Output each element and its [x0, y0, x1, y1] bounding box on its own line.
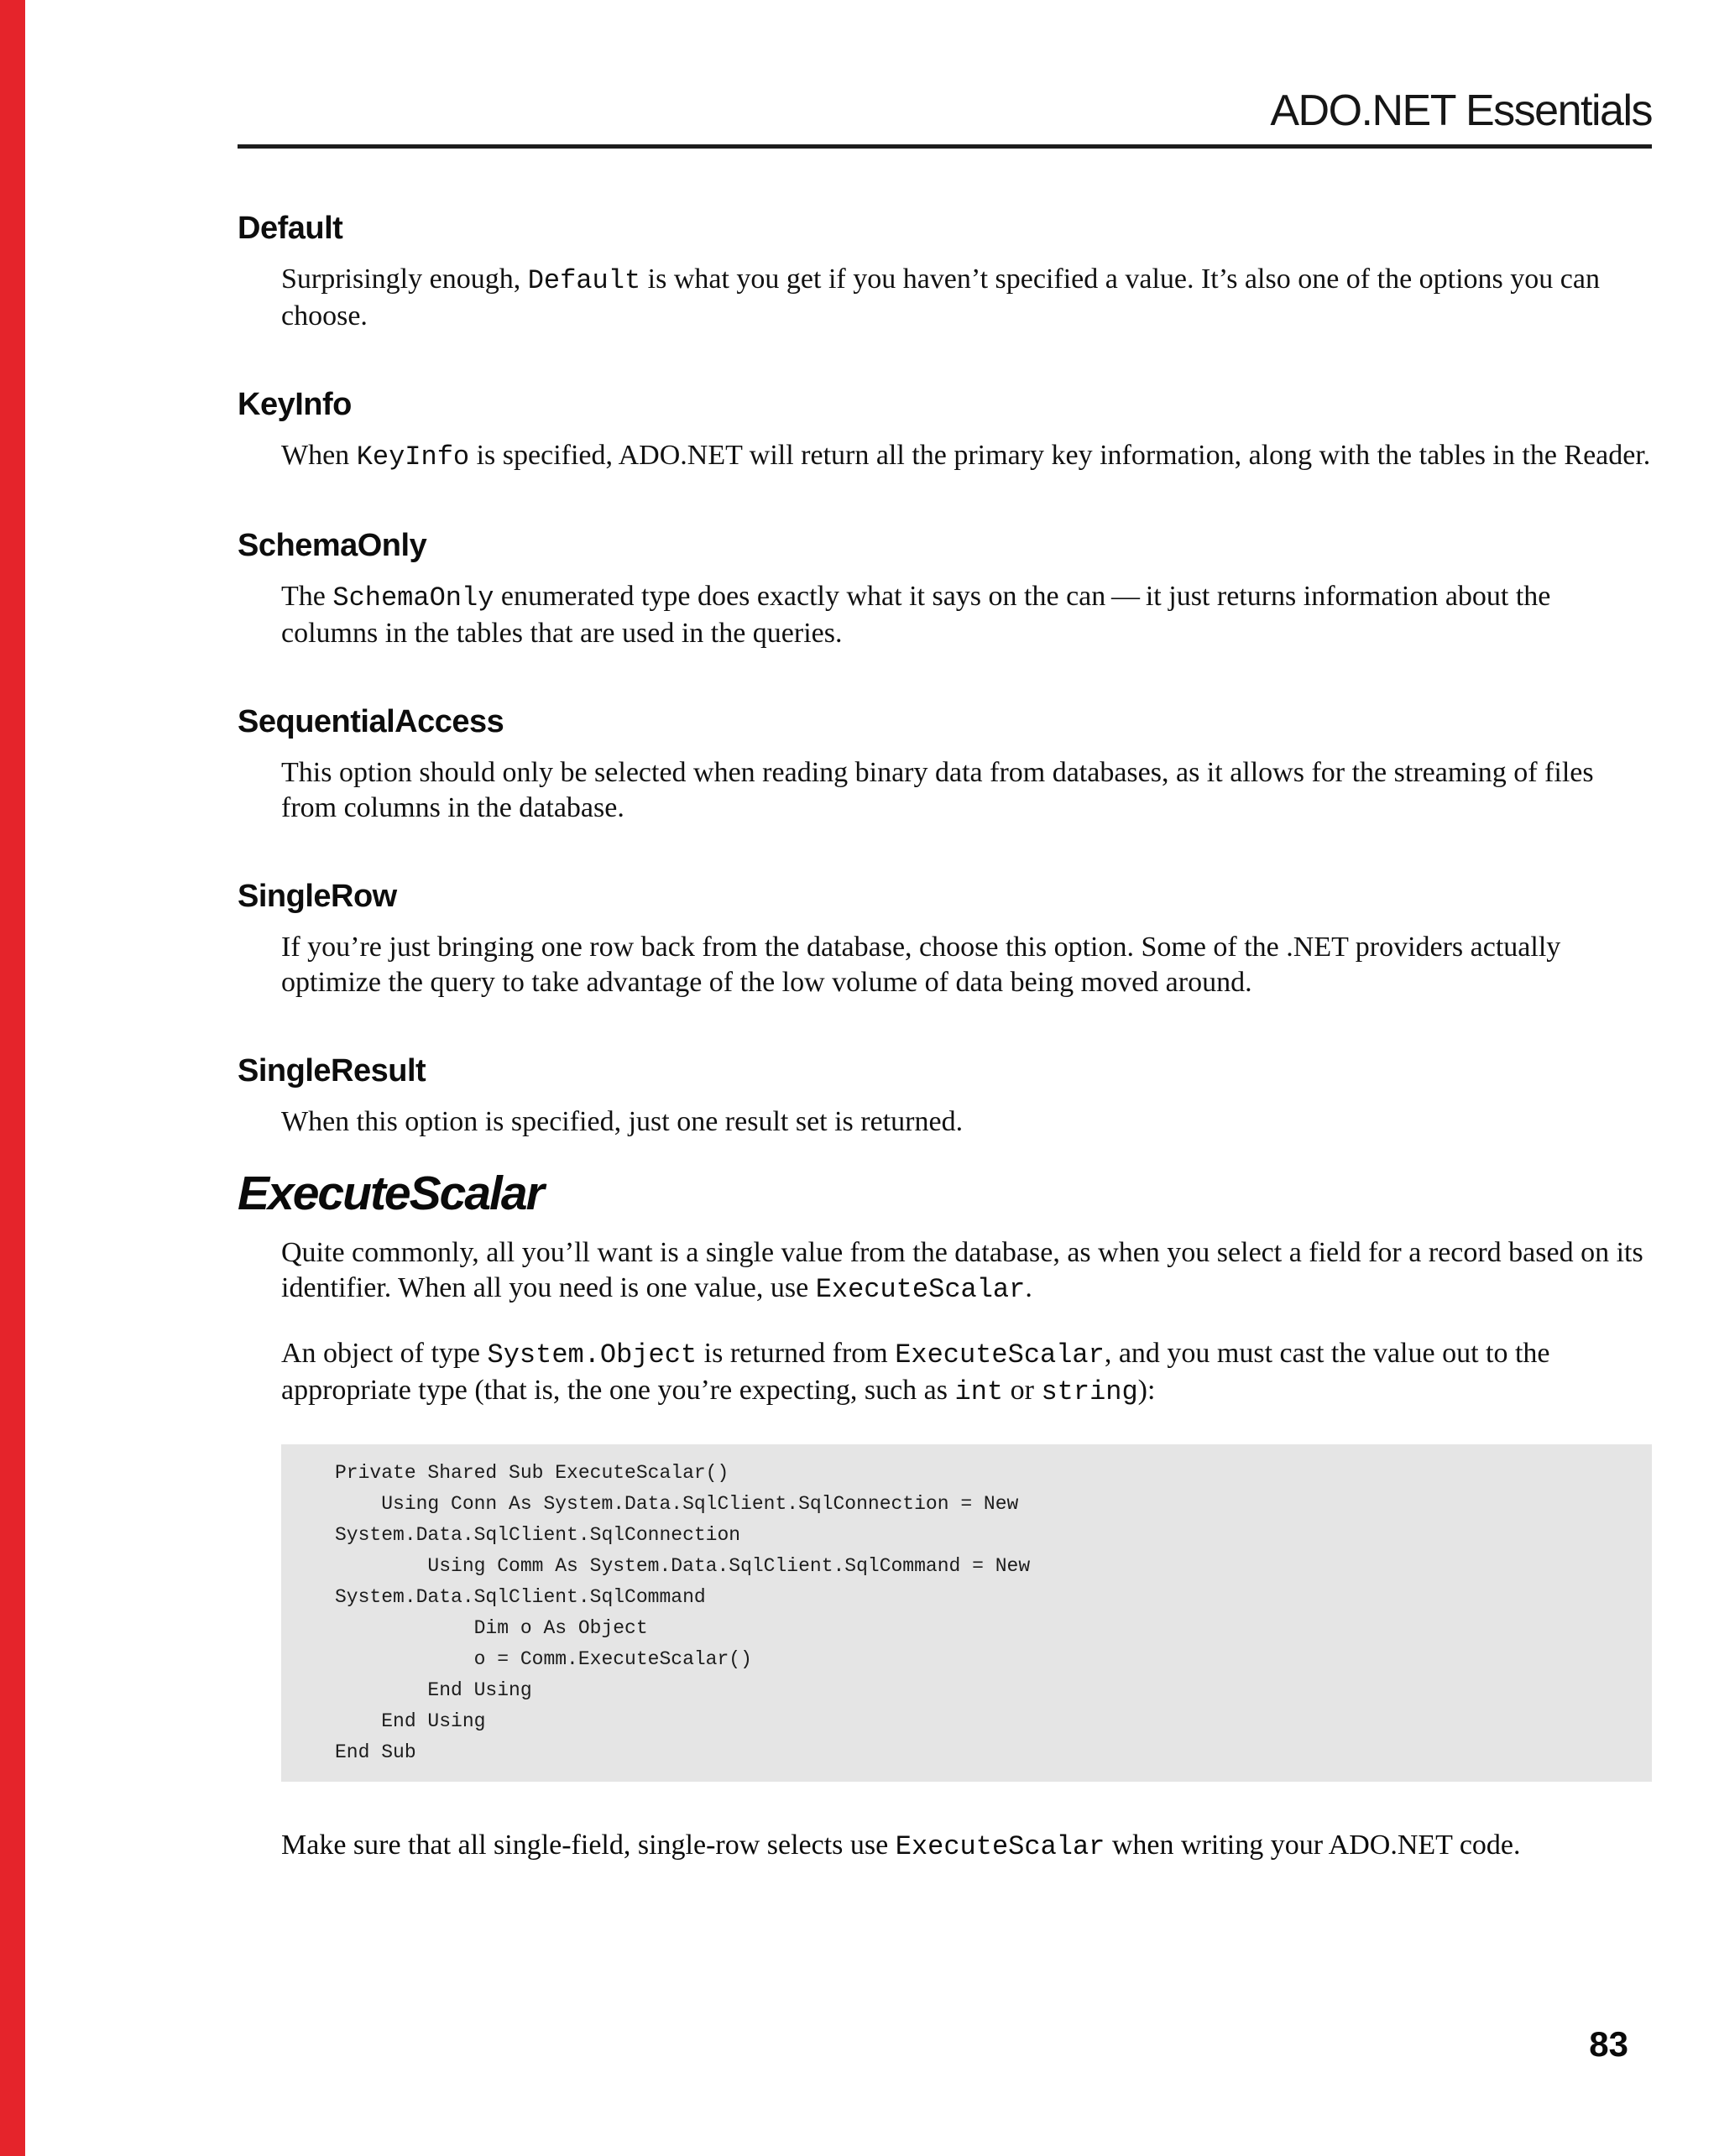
paragraph [281, 262, 1652, 334]
code-line: End Using [335, 1710, 486, 1732]
code-line: Using Comm As System.Data.SqlClient.SqlCommand = New [335, 1555, 1031, 1577]
code-line: Private Shared Sub ExecuteScalar() [335, 1462, 729, 1484]
code-line: System.Data.SqlClient.SqlCommand [335, 1586, 706, 1608]
page-edge-red-bar [0, 0, 25, 2156]
code-block [281, 1444, 1652, 1782]
section-heading-default: Default [238, 211, 343, 246]
inline-code: ExecuteScalar [895, 1831, 1105, 1862]
section-heading-singleresult: SingleResult [238, 1053, 426, 1088]
paragraph [281, 438, 1652, 475]
code-line: End Using [335, 1679, 532, 1701]
text-run: is returned from [697, 1338, 896, 1369]
code-line: o = Comm.ExecuteScalar() [335, 1648, 752, 1670]
inline-code: string [1041, 1376, 1138, 1407]
code-line: Dim o As Object [335, 1617, 648, 1639]
paragraph [281, 1336, 1652, 1410]
paragraph [281, 1104, 1652, 1140]
running-header: ADO.NET Essentials [1270, 86, 1652, 135]
text-run: is what you get if you haven’t specified a value. It’s also one of the options you can choose. [281, 264, 1600, 331]
section-heading-singlerow: SingleRow [238, 879, 397, 914]
paragraph [281, 930, 1652, 1000]
text-run: This option should only be selected when reading binary data from databases, as it allows for the streaming of files from columns in the database. [281, 757, 1594, 823]
text-run: or [1003, 1375, 1042, 1406]
code-line: System.Data.SqlClient.SqlConnection [335, 1524, 741, 1546]
inline-code: System.Object [487, 1339, 698, 1370]
text-run: Quite commonly, all you’ll want is a single value from the database, as when you select a field for a record based on its identifier. When all you need is one value, use [281, 1237, 1643, 1303]
page-number: 83 [1589, 2024, 1628, 2064]
chapter-section-heading-executescalar: ExecuteScalar [238, 1167, 543, 1220]
text-run: enumerated type does exactly what it says on the can — it just returns information about the columns in the tables that are used in the queries. [281, 581, 1551, 649]
text-run: is specified, ADO.NET will return all the primary key information, along with the tables in the Reader. [469, 440, 1651, 471]
text-run: when writing your ADO.NET code. [1105, 1830, 1521, 1861]
text-run: Surprisingly enough, [281, 264, 528, 295]
inline-code: ExecuteScalar [895, 1339, 1105, 1370]
section-heading-schemaonly: SchemaOnly [238, 528, 427, 563]
text-run: ): [1137, 1375, 1156, 1406]
text-run: When this option is specified, just one result set is returned. [281, 1106, 964, 1137]
code-line: Using Conn As System.Data.SqlClient.SqlConnection = New [335, 1493, 1019, 1515]
page-content [238, 0, 1652, 2063]
text-run: Make sure that all single-field, single-row selects use [281, 1830, 896, 1861]
header-divider [238, 144, 1652, 149]
text-run: If you’re just bringing one row back from the database, choose this option. Some of the .NET providers actually optimize the query to take advantage of the low volume of data being moved around. [281, 932, 1561, 998]
text-run: , and you must cast the value out to the appropriate type (that is, the one you’re expecting, such as [281, 1338, 1550, 1406]
paragraph [281, 1235, 1652, 1308]
paragraph [281, 579, 1652, 651]
section-heading-keyinfo: KeyInfo [238, 387, 352, 422]
text-run: The [281, 581, 333, 612]
paragraph [281, 755, 1652, 826]
text-run: An object of type [281, 1338, 488, 1369]
inline-code: KeyInfo [356, 441, 470, 472]
code-line: End Sub [335, 1741, 416, 1763]
text-run: . [1025, 1272, 1032, 1303]
inline-code: Default [527, 265, 641, 296]
inline-code: int [954, 1376, 1004, 1407]
inline-code: SchemaOnly [332, 582, 494, 613]
paragraph [281, 1828, 1652, 1865]
inline-code: ExecuteScalar [815, 1274, 1026, 1305]
text-run: When [281, 440, 357, 471]
section-heading-sequentialaccess: SequentialAccess [238, 704, 504, 739]
